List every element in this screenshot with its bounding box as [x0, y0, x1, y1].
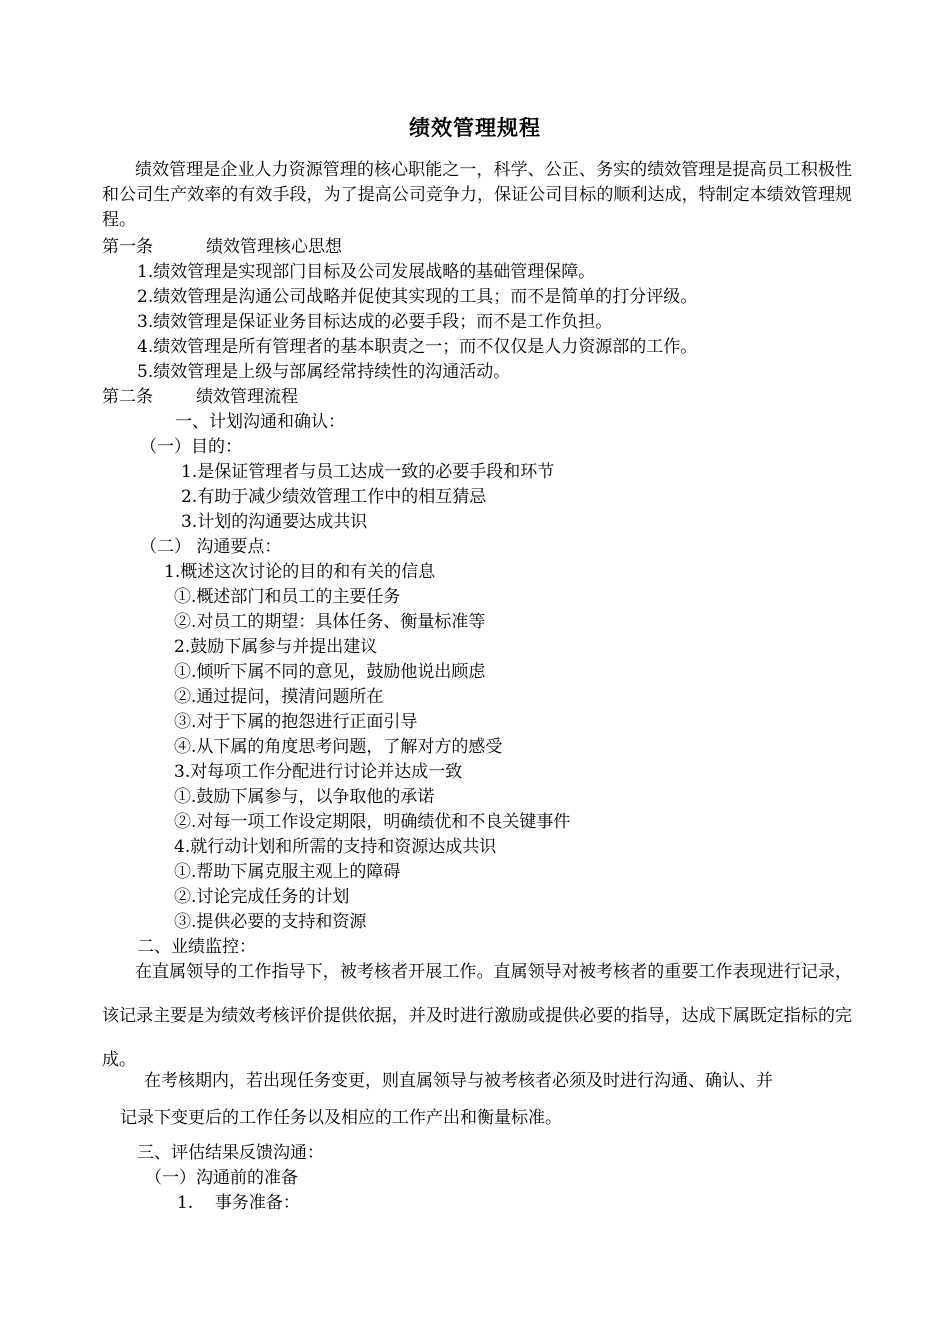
intro-paragraph: 绩效管理是企业人力资源管理的核心职能之一，科学、公正、务实的绩效管理是提高员工积极性和公司生产效率的有效手段，为了提高公司竞争力，保证公司目标的顺利达成，特制定本绩效管理规程。 — [102, 160, 852, 230]
point-item: 1.概述这次讨论的目的和有关的信息 — [164, 562, 436, 582]
point-subitem: ①.倾听下属不同的意见，鼓励他说出顾虑 — [174, 662, 486, 682]
article1-number: 第一条 — [102, 237, 153, 257]
section2-paragraph: 在直属领导的工作指导下，被考核者开展工作。直属领导对被考核者的重要工作表现进行记录，该记录主要是为绩效考核评价提供依据，并及时进行激励或提供必要的指导，达成下属既定指标的完成。 — [102, 962, 852, 1070]
purpose-item: 3.计划的沟通要达成共识 — [181, 512, 368, 532]
purpose-heading: （一）目的： — [140, 437, 242, 457]
article1-item: 3.绩效管理是保证业务目标达成的必要手段；而不是工作负担。 — [137, 312, 613, 332]
article2-number: 第二条 — [102, 387, 153, 407]
section1-heading: 一、计划沟通和确认： — [175, 412, 345, 432]
article2-heading — [102, 385, 298, 410]
point-subitem: ③.对于下属的抱怨进行正面引导 — [174, 712, 418, 732]
section3-item: 1. 事务准备： — [177, 1193, 300, 1213]
point-item: 2.鼓励下属参与并提出建议 — [174, 637, 378, 657]
points-heading: （二） 沟通要点： — [140, 537, 282, 557]
point-subitem: ④.从下属的角度思考问题，了解对方的感受 — [174, 737, 503, 757]
point-subitem: ①.鼓励下属参与，以争取他的承诺 — [174, 787, 435, 807]
point-item: 4.就行动计划和所需的支持和资源达成共识 — [174, 837, 497, 857]
point-subitem: ②.通过提问，摸清问题所在 — [174, 687, 384, 707]
section2-heading: 二、业绩监控： — [137, 937, 256, 957]
point-subitem: ①.帮助下属克服主观上的障碍 — [174, 862, 401, 882]
purpose-item: 2.有助于减少绩效管理工作中的相互猜忌 — [181, 487, 487, 507]
section2-paragraph2-line1: 在考核期内，若出现任务变更，则直属领导与被考核者必须及时进行沟通、确认、并 — [144, 1071, 773, 1091]
article1-item: 4.绩效管理是所有管理者的基本职责之一；而不仅仅是人力资源部的工作。 — [137, 337, 698, 357]
article1-title: 绩效管理核心思想 — [206, 237, 342, 257]
point-subitem: ②.对员工的期望：具体任务、衡量标准等 — [174, 612, 486, 632]
purpose-item: 1.是保证管理者与员工达成一致的必要手段和环节 — [181, 462, 555, 482]
section3-heading: 三、评估结果反馈沟通： — [137, 1143, 324, 1163]
article1-item: 5.绩效管理是上级与部属经常持续性的沟通活动。 — [137, 362, 511, 382]
section3-sub-heading: （一）沟通前的准备 — [145, 1168, 298, 1188]
article1-item: 2.绩效管理是沟通公司战略并促使其实现的工具；而不是简单的打分评级。 — [137, 287, 698, 307]
article2-title: 绩效管理流程 — [196, 387, 298, 407]
point-subitem: ③.提供必要的支持和资源 — [174, 912, 367, 932]
point-subitem: ②.对每一项工作设定期限，明确绩优和不良关键事件 — [174, 812, 571, 832]
section2-paragraph2-line2: 记录下变更后的工作任务以及相应的工作产出和衡量标准。 — [120, 1108, 562, 1128]
point-subitem: ②.讨论完成任务的计划 — [174, 887, 350, 907]
document-title: 绩效管理规程 — [409, 116, 541, 140]
article1-item: 1.绩效管理是实现部门目标及公司发展战略的基础管理保障。 — [137, 262, 596, 282]
point-subitem: ①.概述部门和员工的主要任务 — [174, 587, 401, 607]
point-item: 3.对每项工作分配进行讨论并达成一致 — [174, 762, 463, 782]
article1-heading — [102, 235, 342, 260]
